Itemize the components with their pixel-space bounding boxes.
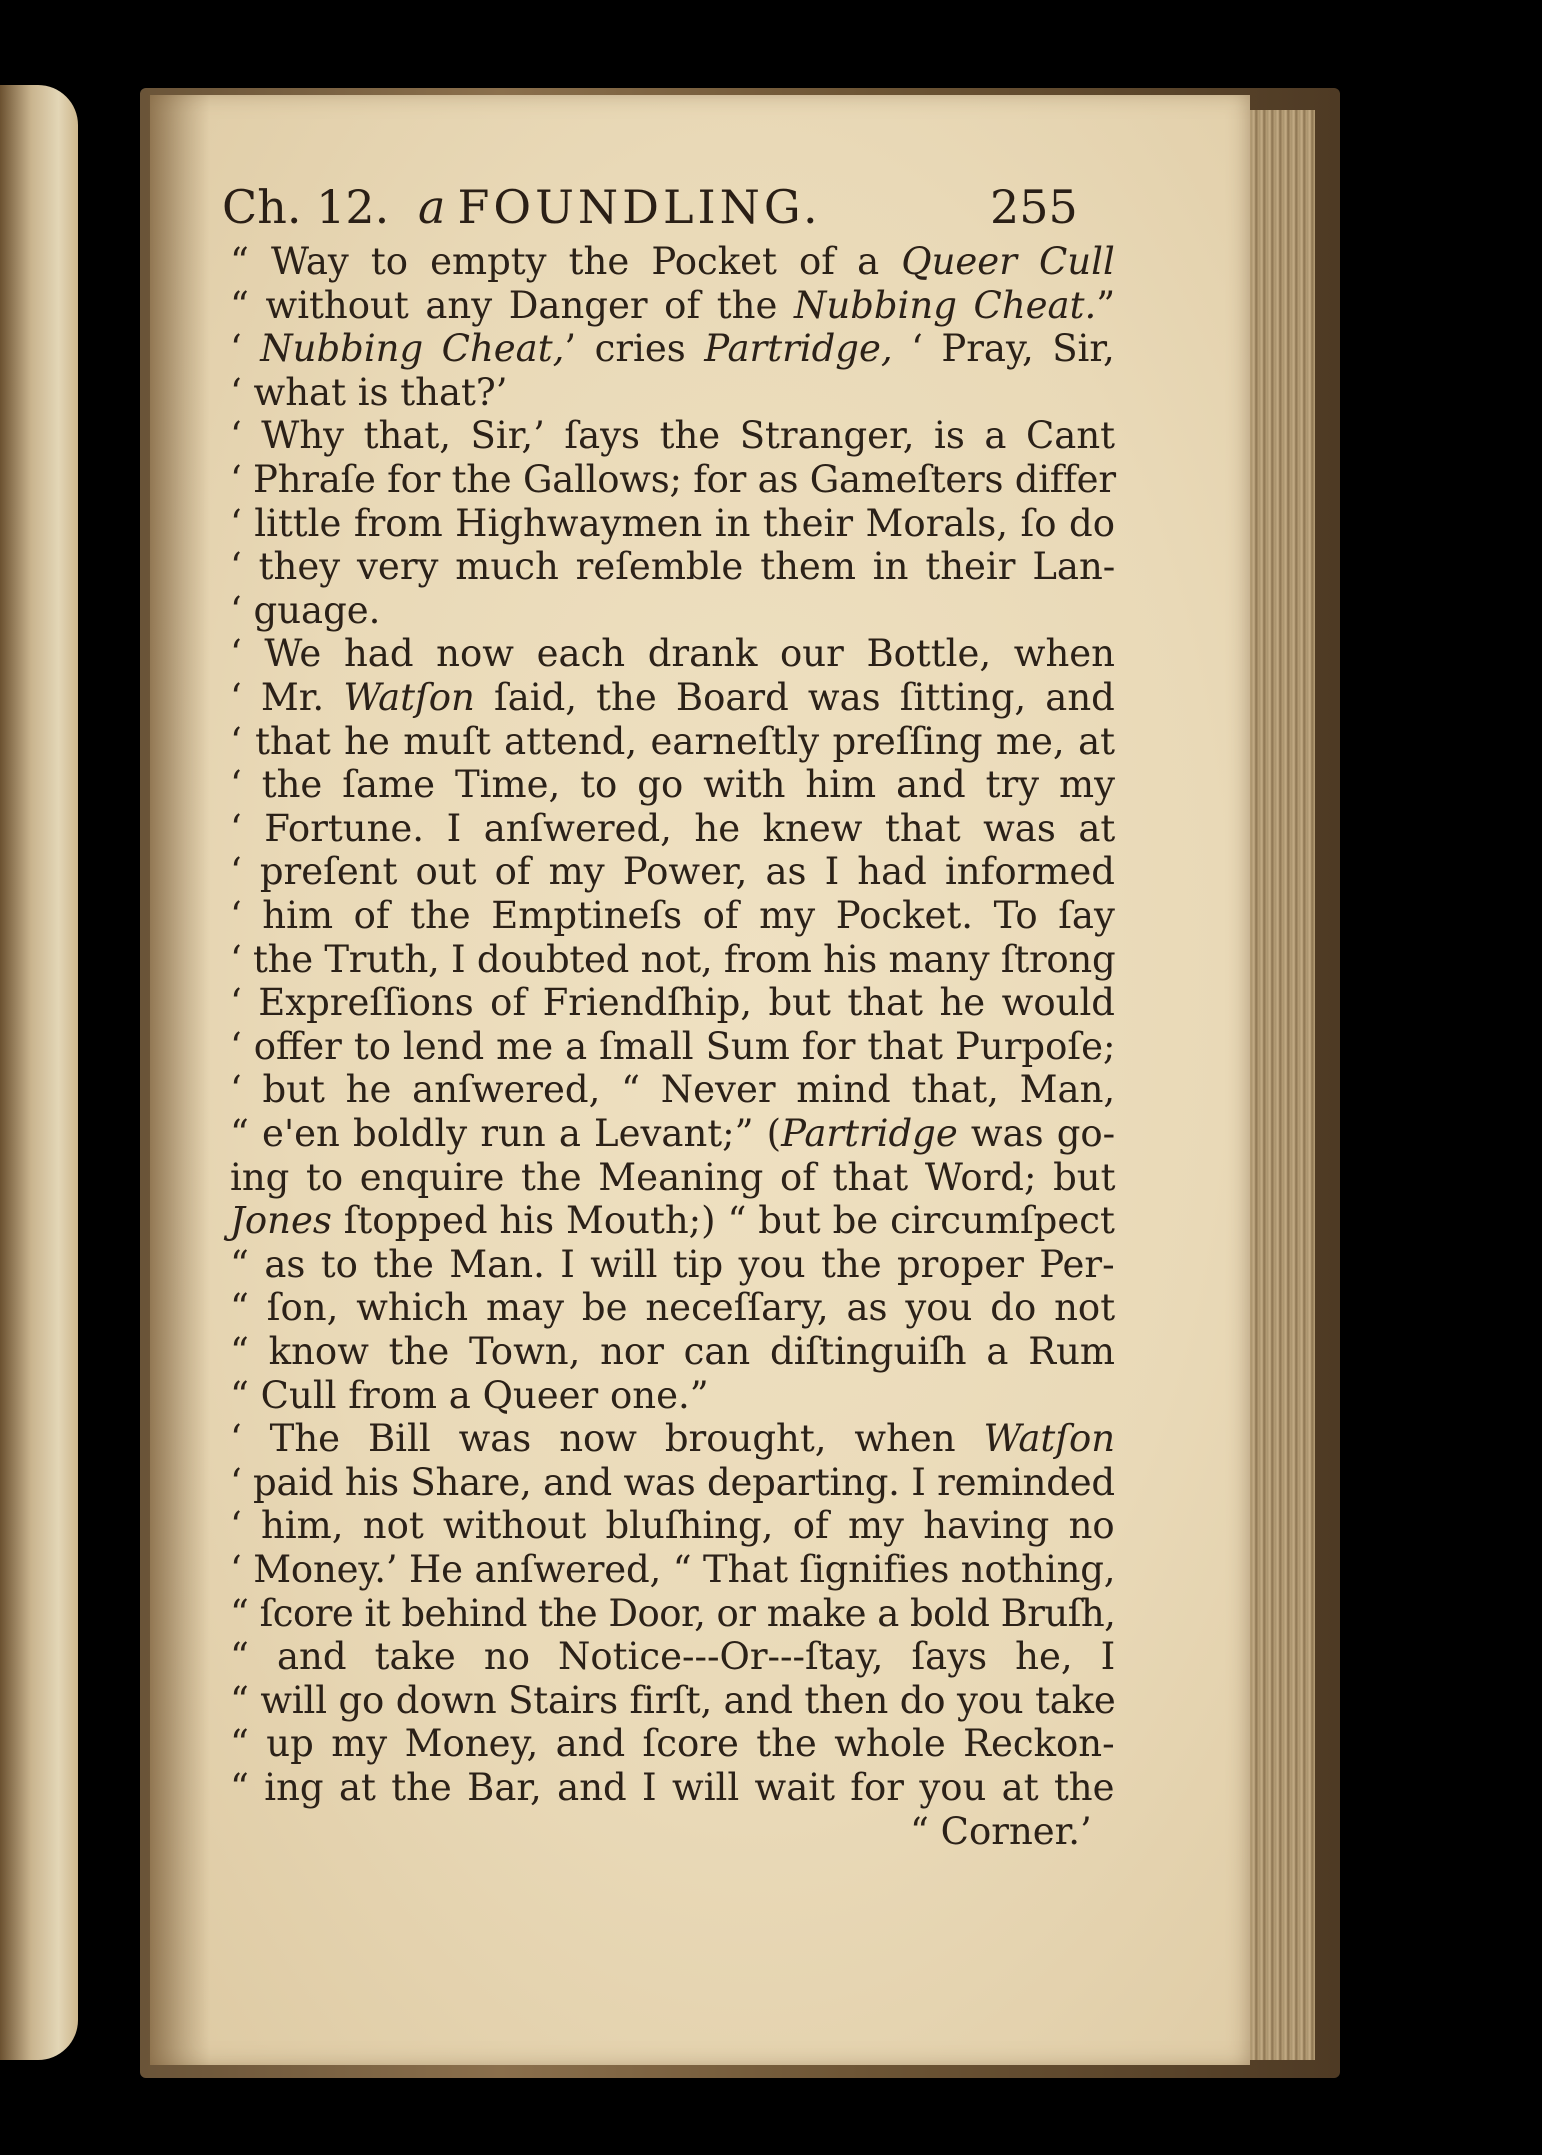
- text-segment: ſaid, the Board was ſitting, and: [474, 676, 1115, 719]
- text-line: [230, 981, 1115, 1025]
- italic-text: Watſon: [343, 676, 475, 719]
- text-line: [230, 1766, 1115, 1810]
- text-segment: ‘ the Truth, I doubted not, from his many ſtrong: [230, 937, 1116, 981]
- text-segment: ‘ Money.’ He anſwered, “ That ſignifies nothing,: [230, 1548, 1116, 1591]
- text-line: [230, 284, 1115, 328]
- italic-text: Partridge: [781, 1112, 958, 1155]
- text-line: [230, 414, 1115, 458]
- text-line: [230, 938, 1115, 982]
- italic-text: Partridge,: [704, 327, 893, 371]
- text-segment: “ and take no Notice---Or---ſtay, ſays he, I: [230, 1635, 1116, 1679]
- text-segment: ‘ We had now each drank our Bottle, when: [230, 632, 1116, 676]
- text-line: [230, 1156, 1115, 1200]
- text-segment: ‘ the ſame Time, to go with him and try my: [230, 763, 1116, 807]
- text-segment: “ Way to empty the Pocket of a: [230, 240, 902, 283]
- text-segment: ſtopped his Mouth;) “ but be circumſpect: [331, 1199, 1115, 1243]
- text-segment: “ Cull from a Queer one.”: [230, 1373, 709, 1417]
- text-line: [230, 1635, 1115, 1679]
- text-line: [230, 720, 1115, 764]
- text-segment: ‘ little from Highwaymen in their Morals, ſo do: [230, 501, 1115, 545]
- text-segment: “ without any Danger of the: [230, 283, 794, 327]
- text-line: [230, 1679, 1116, 1723]
- text-line: [230, 240, 1115, 284]
- text-line: [230, 1504, 1115, 1548]
- text-line: [230, 371, 508, 415]
- text-segment: ‘ him of the Emptineſs of my Pocket. To ſay: [230, 894, 1115, 937]
- text-segment: “ know the Town, nor can diſtinguiſh a Rum: [230, 1330, 1115, 1373]
- text-line: [230, 1243, 1115, 1287]
- text-line: [230, 1286, 1115, 1330]
- running-head-chapter: Ch. 12.: [222, 180, 390, 234]
- italic-text: Watſon: [983, 1417, 1116, 1461]
- last-line: “ Corner.’: [910, 1809, 1092, 1853]
- text-line: [230, 1374, 709, 1418]
- running-head-title-text: FOUNDLING.: [457, 180, 822, 234]
- text-segment: “ up my Money, and ſcore the whole Reckon-: [230, 1722, 1115, 1766]
- text-line: [230, 1112, 1115, 1156]
- text-line: [230, 763, 1115, 807]
- text-segment: ‘ Pray, Sir,: [892, 327, 1115, 371]
- text-segment: ‘ The Bill was now brought, when: [230, 1417, 984, 1461]
- text-line: [230, 1592, 1115, 1636]
- text-line: [230, 502, 1115, 546]
- text-line: [230, 1025, 1115, 1069]
- text-line: [230, 632, 1115, 676]
- text-line: [230, 1330, 1115, 1374]
- text-segment: ‘ offer to lend me a ſmall Sum for that Purpoſe;: [230, 1024, 1116, 1068]
- text-segment: ‘ what is that?’: [230, 370, 508, 414]
- text-segment: ‘ preſent out of my Power, as I had informed: [230, 850, 1115, 894]
- text-line: [230, 1548, 1115, 1592]
- text-line: [230, 458, 1116, 502]
- text-segment: ‘ Expreſſions of Friendſhip, but that he would: [230, 981, 1115, 1025]
- text-segment: ‘ Why that, Sir,’ ſays the Stranger, is a Cant: [230, 414, 1116, 458]
- text-line: [230, 1461, 1115, 1505]
- text-segment: ‘ him, not without bluſhing, of my having no: [230, 1504, 1115, 1548]
- text-line: [230, 1722, 1115, 1766]
- text-segment: was go-: [957, 1112, 1116, 1155]
- text-line: [230, 894, 1115, 938]
- text-segment: ‘ Phraſe for the Gallows; for as Gameſters differ: [230, 458, 1116, 501]
- text-segment: ‘ paid his Share, and was departing. I reminded: [230, 1460, 1115, 1504]
- text-segment: ‘ they very much reſemble them in their Lan-: [230, 545, 1116, 589]
- text-line: [230, 676, 1115, 720]
- text-segment: ‘: [230, 327, 261, 371]
- italic-text: Queer Cull: [901, 240, 1115, 283]
- text-segment: ‘ but he anſwered, “ Never mind that, Man,: [230, 1068, 1116, 1112]
- text-segment: “ will go down Stairs firſt, and then do you take: [230, 1678, 1116, 1722]
- italic-text: Jones: [230, 1199, 332, 1243]
- text-segment: ‘ guage.: [230, 588, 381, 632]
- text-segment: “ as to the Man. I will tip you the proper Per-: [230, 1242, 1115, 1286]
- text-segment: ing to enquire the Meaning of that Word; but: [230, 1155, 1116, 1199]
- text-line: [230, 807, 1115, 851]
- text-line: [230, 1199, 1115, 1243]
- text-segment: “ ſcore it behind the Door, or make a bold Bruſh,: [230, 1591, 1116, 1635]
- text-line: [230, 850, 1115, 894]
- text-segment: “ ſon, which may be neceſſary, as you do not: [230, 1286, 1116, 1330]
- text-segment: “ e'en boldly run a Levant;” (: [230, 1112, 782, 1155]
- text-segment: ”: [1096, 283, 1116, 327]
- text-line: [230, 589, 380, 633]
- page-number: 255: [990, 180, 1078, 234]
- text-segment: ‘ Mr.: [230, 676, 344, 719]
- text-line: [230, 545, 1115, 589]
- text-line: [230, 1068, 1115, 1112]
- text-segment: ‘ Fortune. I anſwered, he knew that was at: [230, 806, 1116, 850]
- running-head-article: a: [418, 180, 446, 234]
- text-segment: ‘ that he muſt attend, earneſtly preſſing me, at: [230, 719, 1115, 763]
- italic-text: Nubbing Cheat.: [793, 283, 1097, 327]
- italic-text: Nubbing Cheat,: [260, 327, 565, 371]
- text-line: [230, 327, 1115, 371]
- text-line: [230, 1417, 1115, 1461]
- text-segment: “ ing at the Bar, and I will wait for you at the: [230, 1766, 1115, 1809]
- text-segment: ’ cries: [564, 327, 705, 371]
